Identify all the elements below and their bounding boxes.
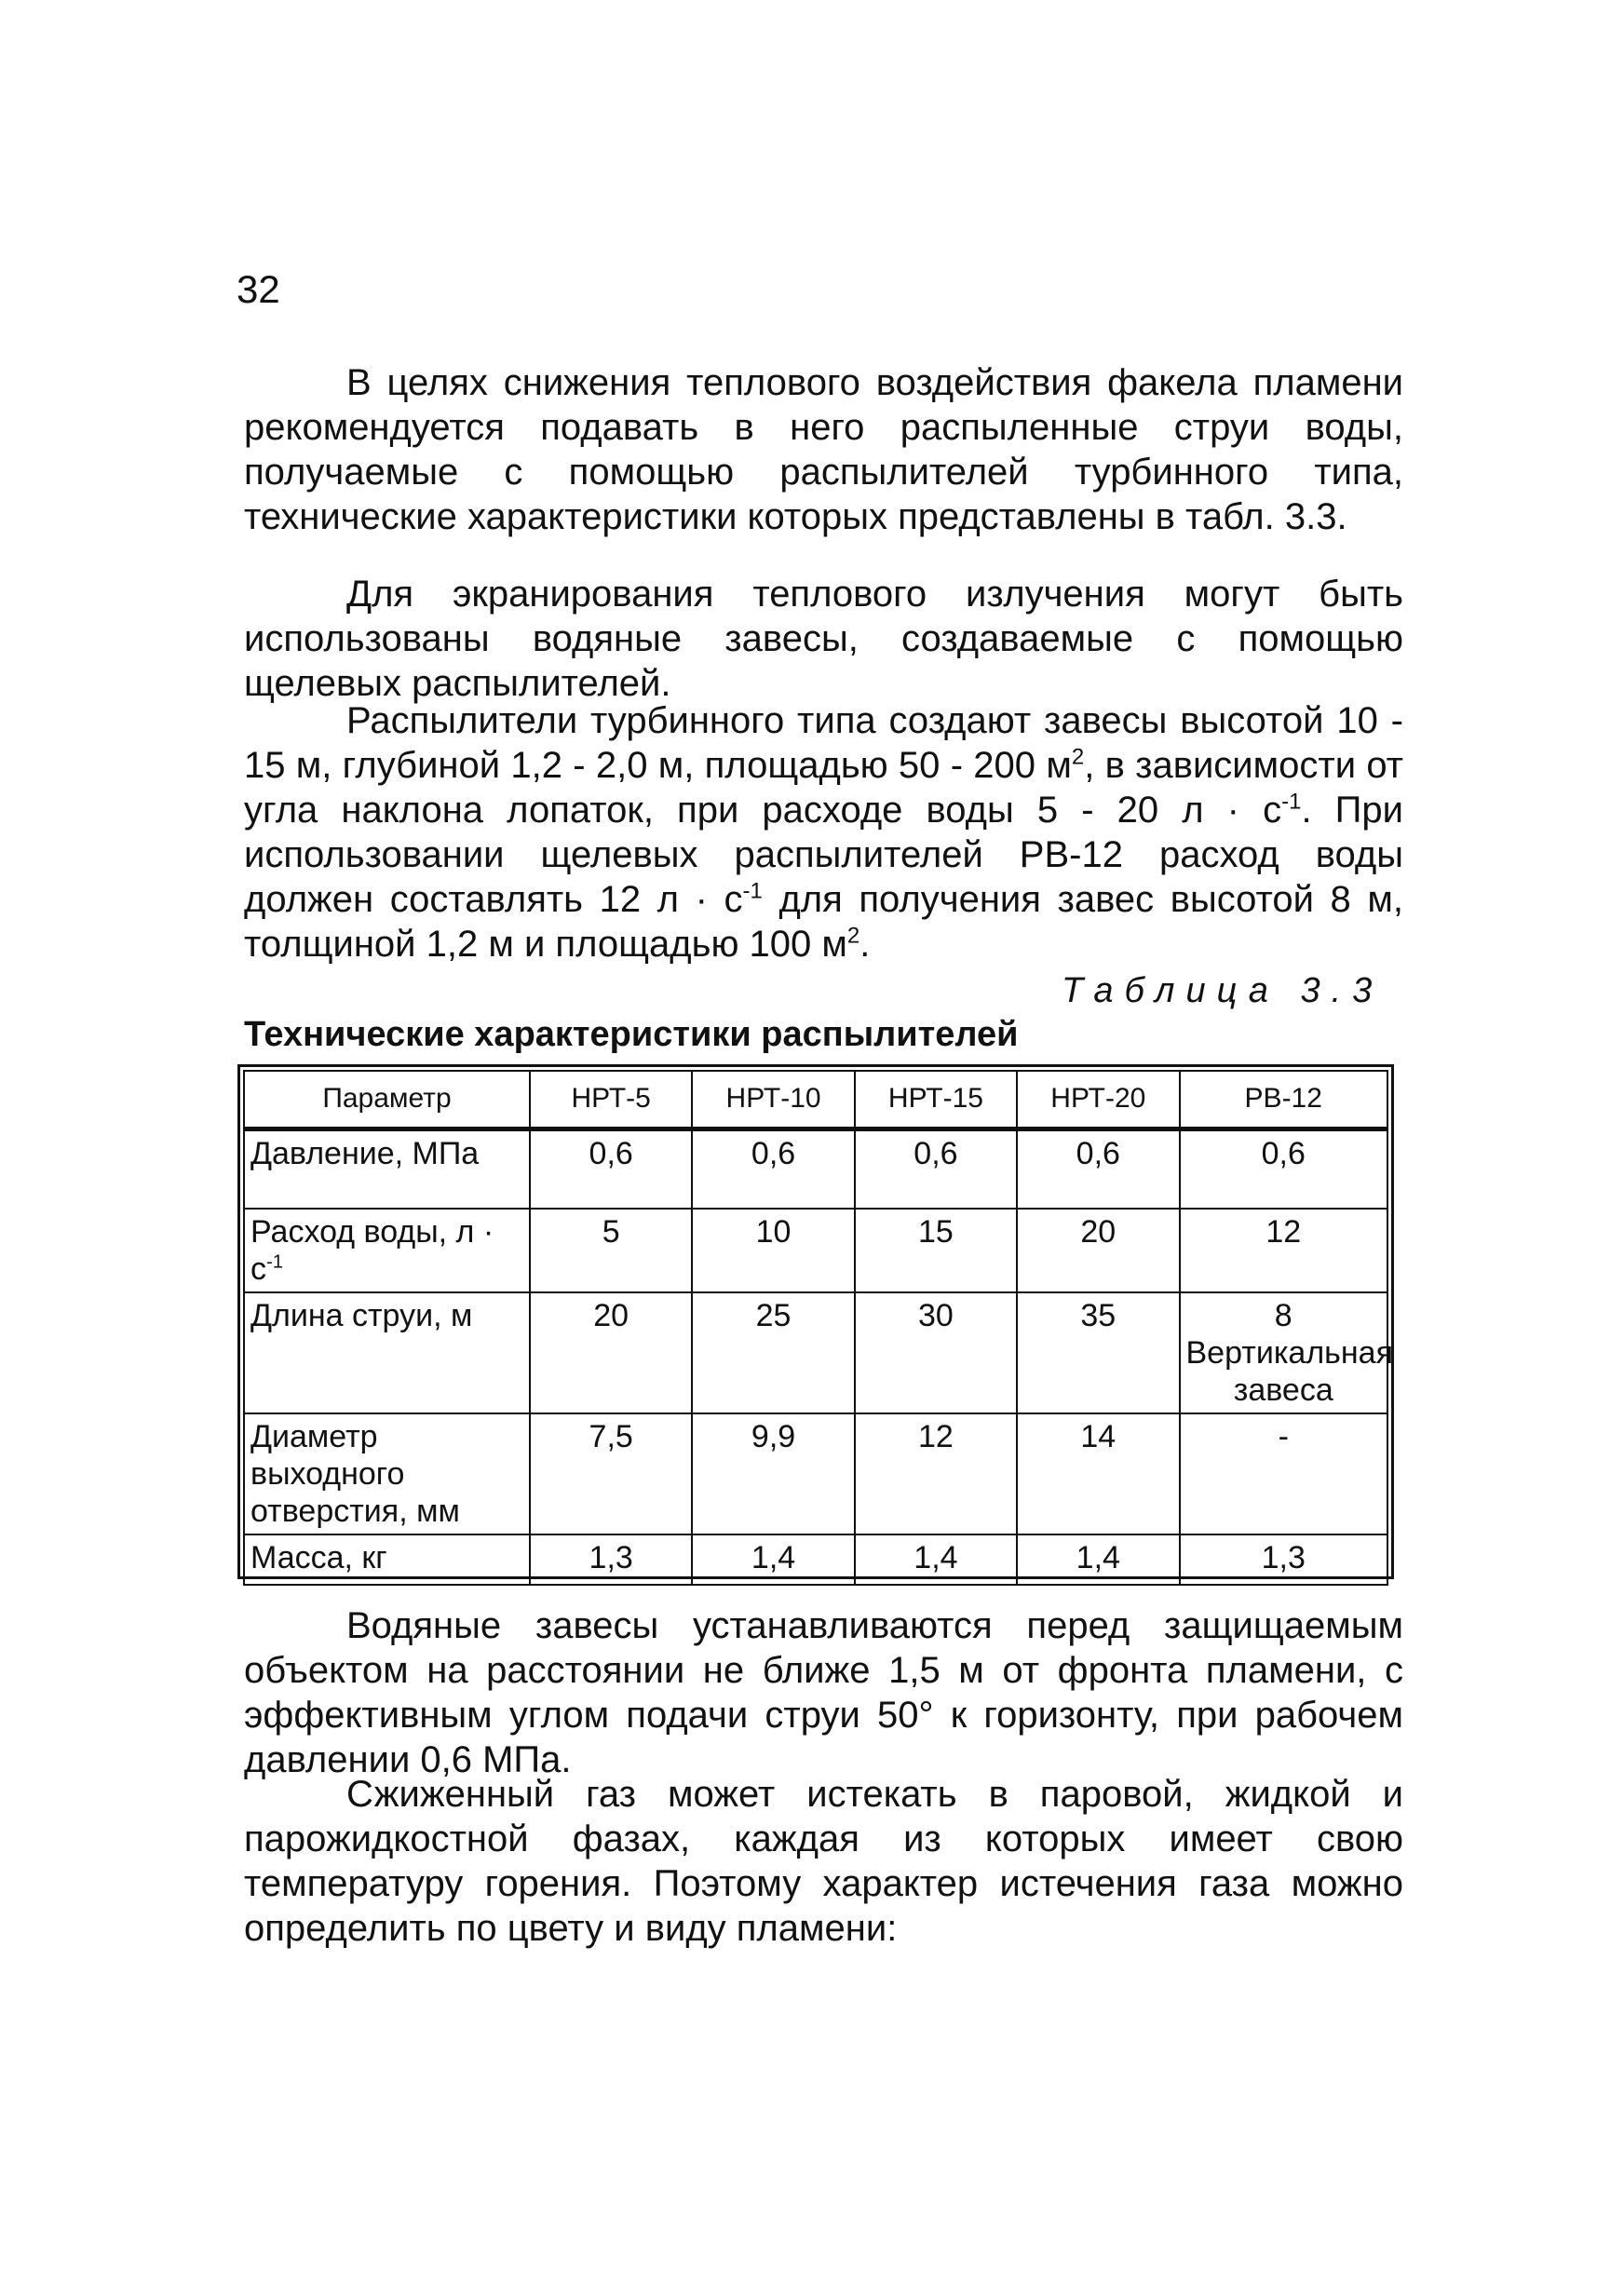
paragraph-5-text: Сжиженный газ может истекать в паровой, жидкой и парожидкостной фазах, каждая из которых имеет свою температуру горения. Поэтому характер истечения газа можно определить по цвету и виду пламени: [244,1774,1403,1949]
value-note: Вертикальная завеса [1185,1335,1393,1408]
paragraph-4-text: Водяные завесы устанавливаются перед защищаемым объектом на расстоянии не ближе 1,5 м от фронта пламени, с эффективным углом подачи струи 50° к горизонту, при рабочем давлении 0,6 МПа. [244,1605,1403,1780]
table-row [244,1129,1387,1209]
page-number: 32 [237,267,280,311]
value-cell: 35 [1017,1292,1179,1413]
superscript: -1 [1281,789,1302,815]
header-cell: НРТ-15 [855,1071,1017,1129]
value-cell: 1,4 [692,1534,854,1585]
paragraph-3-part-e: . [859,924,871,965]
paragraph-3-part-d: для получения завес высотой 8 м, толщиной 1,2 м и площадью 100 м [244,879,1403,965]
spec-table-frame [237,1064,1394,1579]
spec-table [243,1070,1393,1586]
value-cell: 9,9 [692,1413,854,1534]
superscript: -1 [266,1251,284,1273]
param-cell: Давление, МПа [244,1129,530,1209]
value-cell: 20 [530,1292,692,1413]
value-cell: 0,6 [855,1129,1017,1209]
value-cell: 1,4 [1017,1534,1179,1585]
header-cell: НРТ-10 [692,1071,854,1129]
header-cell: РВ-12 [1180,1071,1388,1129]
table-label: Таблица 3.3 [1062,971,1384,1010]
paragraph-2-text: Для экранирования теплового излучения могут быть использованы водяные завесы, создаваемые с помощью щелевых распылителей. [244,574,1403,704]
header-cell: НРТ-20 [1017,1071,1179,1129]
param-text: Расход воды, л · с [250,1214,494,1287]
table-row [244,1292,1387,1413]
param-cell: Диаметр выходного отверстия, мм [244,1413,530,1534]
paragraph-3-text [244,698,1403,967]
value-cell [1180,1292,1393,1413]
value-cell: - [1180,1413,1388,1534]
paragraph-1-text: В целях снижения теплового воздействия факела пламени рекомендуется подавать в него распыленные струи воды, получаемые с помощью распылителей турбинного типа, технические характеристики которых представлены в табл. 3.3. [244,362,1403,537]
value-cell: 0,6 [530,1129,692,1209]
paragraph-4 [244,1603,1403,1782]
value-cell: 0,6 [1180,1129,1388,1209]
value-cell: 15 [855,1209,1017,1292]
header-cell: НРТ-5 [530,1071,692,1129]
superscript: -1 [742,878,763,904]
value-cell: 7,5 [530,1413,692,1534]
value-cell: 14 [1017,1413,1179,1534]
table-row [244,1534,1387,1585]
value-cell: 1,4 [855,1534,1017,1585]
paragraph-2 [244,572,1403,706]
paragraph-1 [244,360,1403,539]
paragraph-3 [244,698,1403,967]
value-cell: 12 [1180,1209,1388,1292]
superscript: 2 [846,923,860,949]
paragraph-3-part-b: , в зависимости от угла наклона лопаток, при расходе воды 5 - 20 л · с [244,745,1404,831]
paragraph-5 [244,1772,1403,1951]
value-cell: 12 [855,1413,1017,1534]
value-cell: 5 [530,1209,692,1292]
value-cell: 10 [692,1209,854,1292]
value-cell: 25 [692,1292,854,1413]
value-cell: 0,6 [692,1129,854,1209]
value-cell: 30 [855,1292,1017,1413]
value-text: 8 [1274,1298,1292,1333]
param-cell: Масса, кг [244,1534,530,1585]
param-cell [244,1209,530,1292]
value-cell: 0,6 [1017,1129,1179,1209]
value-cell: 20 [1017,1209,1179,1292]
header-cell: Параметр [244,1071,530,1129]
param-cell: Длина струи, м [244,1292,530,1413]
paragraph-3-part-c: . При использовании щелевых распылителей РВ-12 расход воды должен составлять 12 л · с [244,790,1403,920]
value-cell: 1,3 [530,1534,692,1585]
superscript: 2 [1071,744,1085,770]
table-row [244,1413,1387,1534]
table-row [244,1209,1387,1292]
value-cell: 1,3 [1180,1534,1388,1585]
table-header-row [244,1071,1387,1129]
paragraph-3-part-a: Распылители турбинного типа создают завесы высотой 10 - 15 м, глубиной 1,2 - 2,0 м, площадью 50 - 200 м [244,700,1403,786]
table-title: Технические характеристики распылителей [244,1015,1019,1054]
